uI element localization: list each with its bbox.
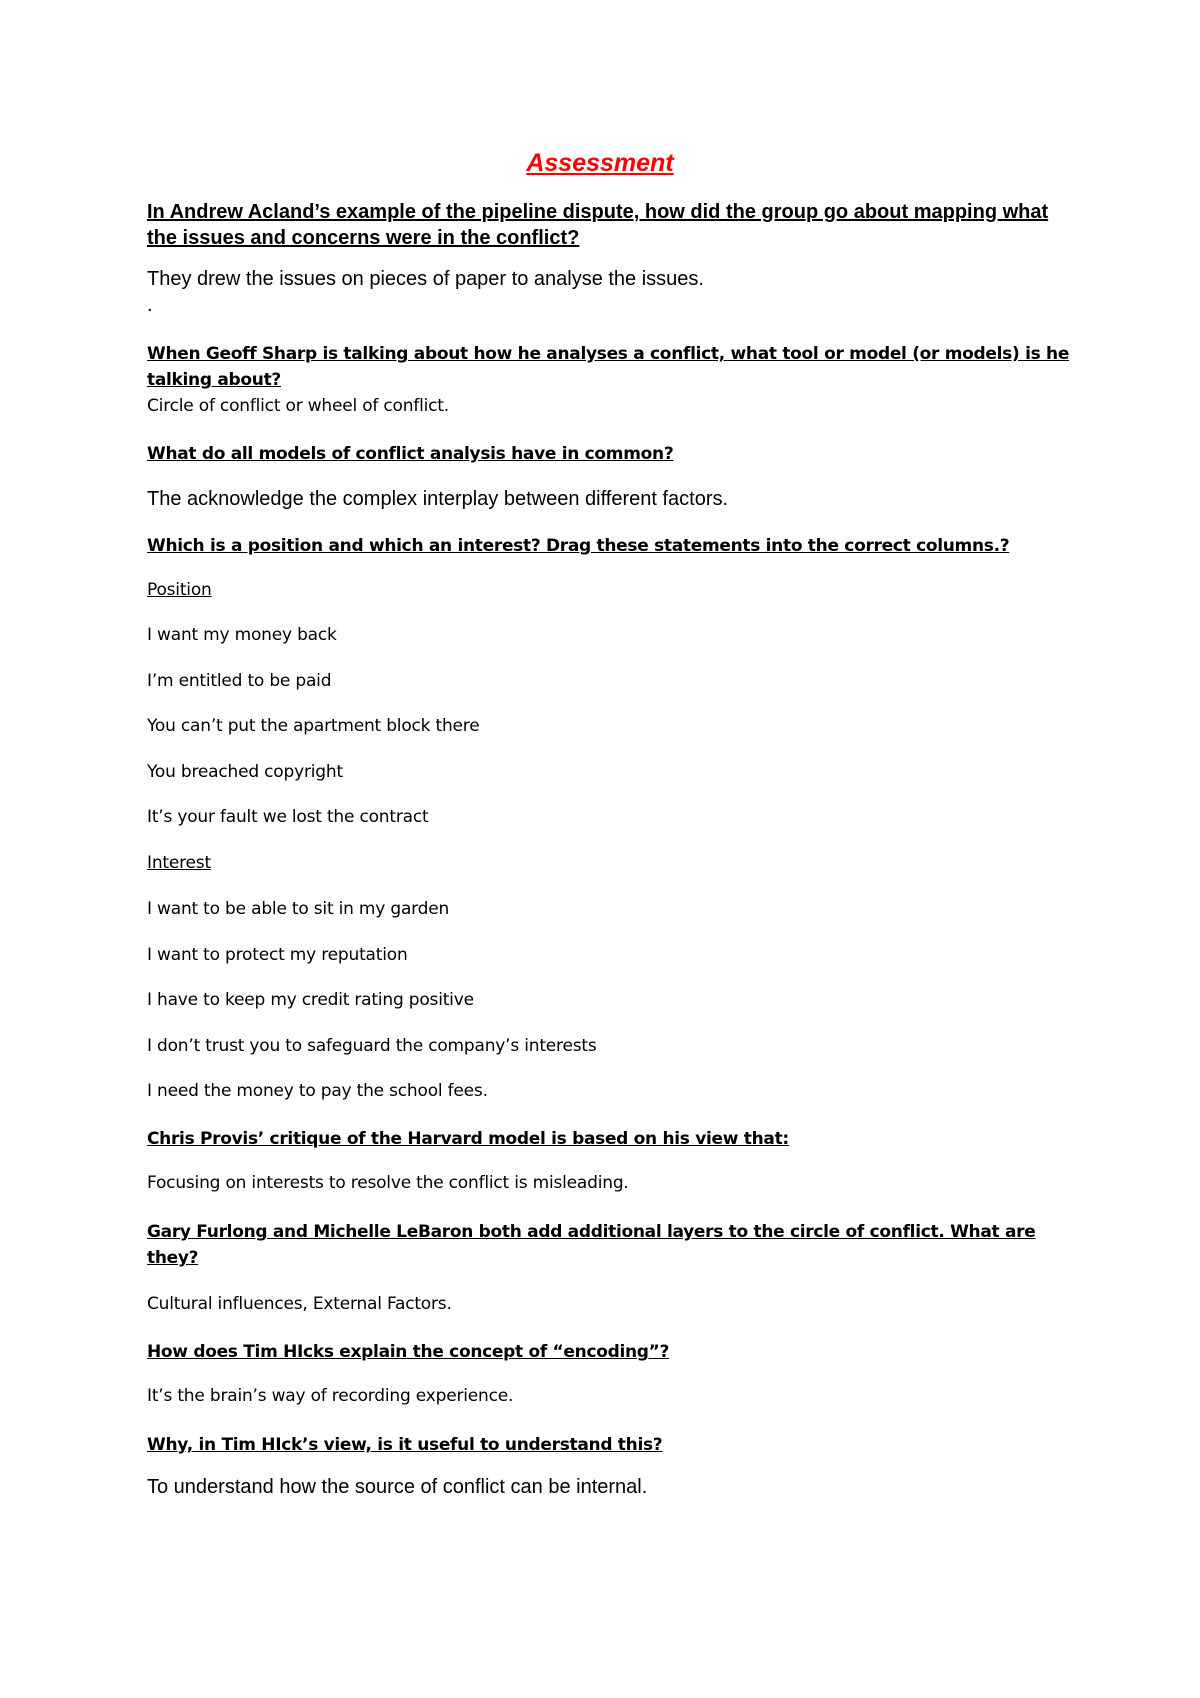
question-encoding: How does Tim HIcks explain the concept of “encoding”?	[147, 1342, 670, 1362]
answer-encoding: It’s the brain’s way of recording experience.	[147, 1386, 514, 1406]
interest-heading: Interest	[147, 853, 211, 873]
answer-geoff-sharp: Circle of conflict or wheel of conflict.	[147, 396, 449, 416]
question-models-common: What do all models of conflict analysis have in common?	[147, 444, 674, 464]
position-item: I want my money back	[147, 625, 337, 645]
interest-item: I want to protect my reputation	[147, 945, 408, 965]
position-item: It’s your fault we lost the contract	[147, 807, 429, 827]
interest-item: I need the money to pay the school fees.	[147, 1081, 488, 1101]
question-useful-understand: Why, in Tim HIck’s view, is it useful to understand this?	[147, 1435, 663, 1455]
position-item: I’m entitled to be paid	[147, 671, 332, 691]
answer-pipeline-dispute: They drew the issues on pieces of paper to analyse the issues.	[147, 268, 704, 290]
answer-furlong-lebaron: Cultural influences, External Factors.	[147, 1294, 452, 1314]
question-position-interest: Which is a position and which an interest? Drag these statements into the correct columns.?	[147, 536, 1010, 556]
answer-models-common: The acknowledge the complex interplay between different factors.	[147, 488, 729, 510]
question-pipeline-dispute: In Andrew Acland’s example of the pipeline dispute, how did the group go about mapping what the issues and concerns were in the conflict?	[147, 201, 1049, 249]
interest-item: I don’t trust you to safeguard the company’s interests	[147, 1036, 597, 1056]
question-furlong-lebaron: Gary Furlong and Michelle LeBaron both add additional layers to the circle of conflict. What are they?	[147, 1222, 1036, 1268]
answer-useful-understand: To understand how the source of conflict can be internal.	[147, 1476, 648, 1498]
interest-item: I want to be able to sit in my garden	[147, 899, 450, 919]
interest-item: I have to keep my credit rating positive	[147, 990, 474, 1010]
answer-chris-provis: Focusing on interests to resolve the conflict is misleading.	[147, 1173, 629, 1193]
question-chris-provis: Chris Provis’ critique of the Harvard model is based on his view that:	[147, 1129, 789, 1149]
position-heading: Position	[147, 580, 212, 600]
position-item: You can’t put the apartment block there	[147, 716, 480, 736]
position-item: You breached copyright	[147, 762, 343, 782]
page-title: Assessment	[526, 149, 674, 177]
question-geoff-sharp: When Geoff Sharp is talking about how he analyses a conflict, what tool or model (or models) is he talking about?	[147, 344, 1070, 390]
answer-bullet: .	[147, 294, 153, 316]
